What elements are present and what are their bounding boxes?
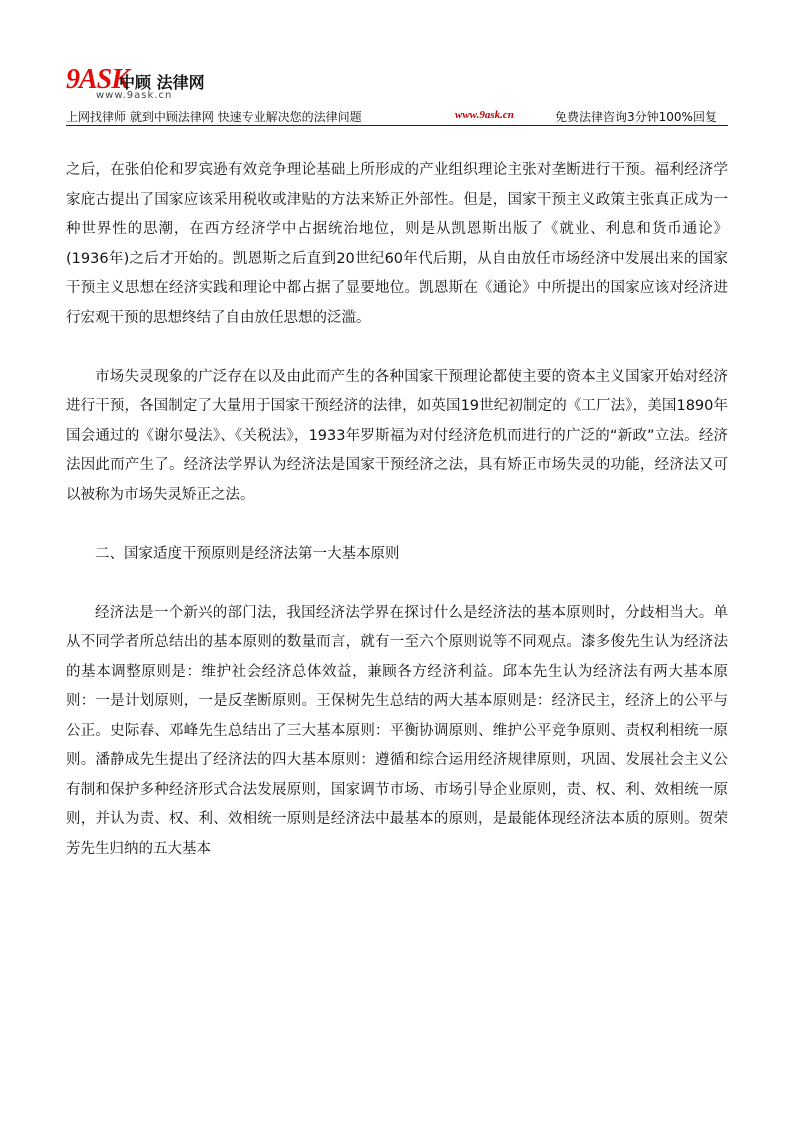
header-divider bbox=[66, 125, 728, 126]
paragraph: 市场失灵现象的广泛存在以及由此而产生的各种国家干预理论都使主要的资本主义国家开始对经济进行干预，各国制定了大量用于国家干预经济的法律，如英国19世纪初制定的《工厂法》，美国1890年国会通过的《谢尔曼法》、《关税法》，1933年罗斯福为对付经济危机而进行的广泛的“新政”立法。经济法因此而产生了。经济法学界认为经济法是国家干预经济之法，具有矫正市场失灵的功能，经济法又可以被称为市场失灵矫正之法。 bbox=[66, 368, 728, 503]
logo-mark: 9ASK bbox=[66, 64, 129, 95]
header-tagline: 上网找律师 就到中顾法律网 快速专业解决您的法律问题 bbox=[66, 110, 362, 124]
paragraph: 经济法是一个新兴的部门法，我国经济法学界在探讨什么是经济法的基本原则时，分歧相当大。单从不同学者所总结出的基本原则的数量而言，就有一至六个原则说等不同观点。漆多俊先生认为经济法的基本调整原则是：维护社会经济总体效益，兼顾各方经济利益。邱本先生认为经济法有两大基本原则：一是计划原则，一是反垄断原则。王保树先生总结的两大基本原则是：经济民主，经济上的公平与公正。史际春、邓峰先生总结出了三大基本原则：平衡协调原则、维护公平竞争原则、责权利相统一原则。潘静成先生提出了经济法的四大基本原则：遵循和综合运用经济规律原则，巩固、发展社会主义公有制和保护多种经济形式合法发展原则，国家调节市场、市场引导企业原则，责、权、利、效相统一原则，并认为责、权、利、效相统一原则是经济法中最基本的原则，是最能体现经济法本质的原则。贺荣芳先生归纳的五大基本 bbox=[66, 604, 728, 857]
paragraph: 之后，在张伯伦和罗宾逊有效竞争理论基础上所形成的产业组织理论主张对垄断进行干预。福利经济学家庇古提出了国家应该采用税收或津贴的方法来矫正外部性。但是，国家干预主义政策主张真正成为一种世界性的思潮，在西方经济学中占据统治地位，则是从凯恩斯出版了《就业、利息和货币通论》(1936年)之后才开始的。凯恩斯之后直到20世纪60年代后期，从自由放任市场经济中发展出来的国家干预主义思想在经济实践和理论中都占据了显要地位。凯恩斯在《通论》中所提出的国家应该对经济进行宏观干预的思想终结了自由放任思想的泛滥。 bbox=[66, 162, 728, 326]
page-header bbox=[0, 0, 794, 130]
header-service-note: 免费法律咨询3分钟100%回复 bbox=[555, 110, 717, 124]
logo-url: www.9ask.cn bbox=[96, 90, 173, 101]
article-body bbox=[66, 156, 728, 864]
logo-name: 中顾 法律网 bbox=[119, 73, 205, 92]
header-site-link[interactable]: www.9ask.cn bbox=[455, 109, 514, 121]
section-heading: 二、国家适度干预原则是经济法第一大基本原则 bbox=[95, 545, 400, 562]
